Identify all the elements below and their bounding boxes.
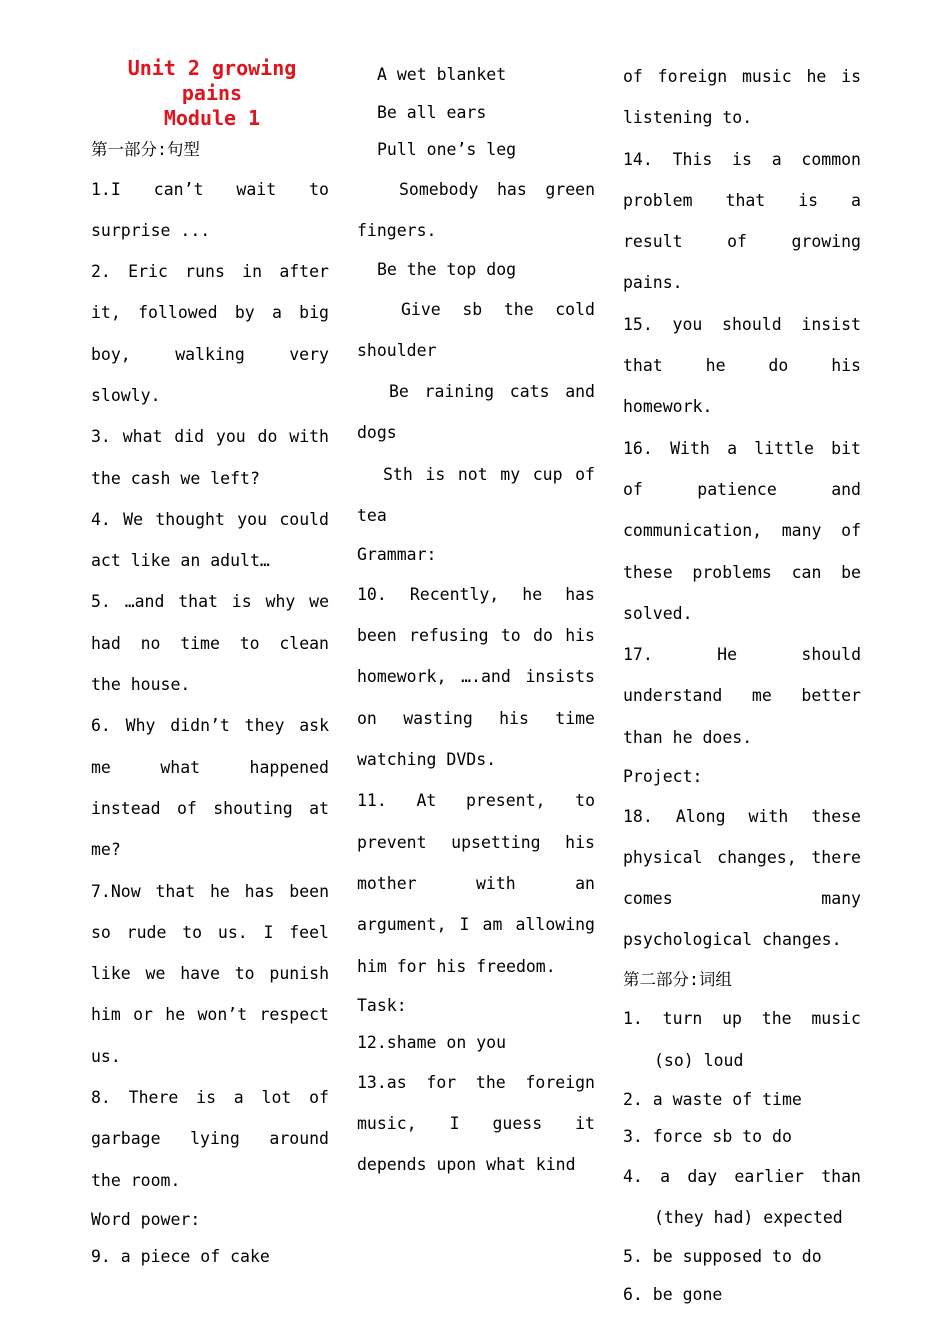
- sentence-13-continued: of foreign music he is listening to.: [623, 67, 861, 128]
- sentence-8: 8. There is a lot of garbage lying around the room.: [91, 1088, 329, 1190]
- idiom-top-dog: Be the top dog: [377, 260, 517, 280]
- section-heading-sentences: 第一部分:句型: [91, 140, 200, 159]
- sentence-9: 9. a piece of cake: [91, 1247, 270, 1267]
- section-heading-phrases: 第二部分:词组: [623, 969, 732, 989]
- phrase-2: 2. a waste of time: [623, 1089, 802, 1109]
- idiom-raining-cats: Be raining cats and dogs: [357, 382, 595, 443]
- idiom-pull-leg: Pull one’s leg: [377, 140, 517, 159]
- phrase-3: 3. force sb to do: [623, 1127, 792, 1147]
- column-3: [623, 56, 861, 1313]
- title-module: Module 1: [163, 106, 261, 130]
- phrase-4: 4. a day earlier than (they had) expected: [623, 1166, 861, 1228]
- idiom-wet-blanket: A wet blanket: [377, 65, 507, 84]
- sentence-4: 4. We thought you could act like an adult…: [91, 509, 329, 571]
- sentence-5: 5. …and that is why we had no time to clean the house.: [91, 592, 329, 695]
- sentence-16: 16. With a little bit of patience and communication, many of these problems can be solved.: [623, 438, 861, 623]
- phrase-1: 1. turn up the music (so) loud: [623, 1009, 861, 1070]
- sentence-13: 13.as for the foreign music, I guess it depends upon what kind: [357, 1072, 595, 1175]
- grammar-heading: Grammar:: [357, 545, 437, 565]
- idiom-cold-shoulder: Give sb the cold shoulder: [357, 299, 595, 360]
- document-title: [95, 56, 329, 131]
- word-power-heading: Word power:: [91, 1209, 201, 1229]
- idiom-green-fingers: Somebody has green fingers.: [357, 179, 595, 240]
- phrase-5: 5. be supposed to do: [623, 1247, 822, 1267]
- idiom-all-ears: Be all ears: [377, 102, 487, 122]
- sentence-3: 3. what did you do with the cash we left?: [91, 427, 329, 488]
- column-1: [91, 56, 329, 1276]
- sentence-12: 12.shame on you: [357, 1033, 507, 1053]
- title-unit: Unit 2 growing pains: [127, 56, 297, 105]
- sentence-15: 15. you should insist that he do his homework.: [623, 314, 861, 417]
- idiom-cup-of-tea: Sth is not my cup of tea: [357, 464, 595, 526]
- sentence-10: 10. Recently, he has been refusing to do his homework, ….and insists on wasting his time watching DVDs.: [357, 584, 595, 770]
- sentence-14: 14. This is a common problem that is a result of growing pains.: [623, 149, 861, 293]
- sentence-11: 11. At present, to prevent upsetting his mother with an argument, I am allowing him for his freedom.: [357, 791, 595, 976]
- sentence-17: 17. He should understand me better than he does.: [623, 645, 861, 747]
- sentence-1: 1.I can’t wait to surprise ...: [91, 179, 329, 240]
- phrase-6: 6. be gone: [623, 1284, 723, 1304]
- project-heading: Project:: [623, 767, 703, 787]
- sentence-7: 7.Now that he has been so rude to us. I feel like we have to punish him or he won’t respect us.: [91, 881, 329, 1066]
- task-heading: Task:: [357, 995, 407, 1015]
- column-2: [357, 56, 595, 1186]
- sentence-6: 6. Why didn’t they ask me what happened instead of shouting at me?: [91, 716, 329, 860]
- sentence-2: 2. Eric runs in after it, followed by a big boy, walking very slowly.: [91, 262, 329, 405]
- sentence-18: 18. Along with these physical changes, there comes many psychological changes.: [623, 806, 861, 950]
